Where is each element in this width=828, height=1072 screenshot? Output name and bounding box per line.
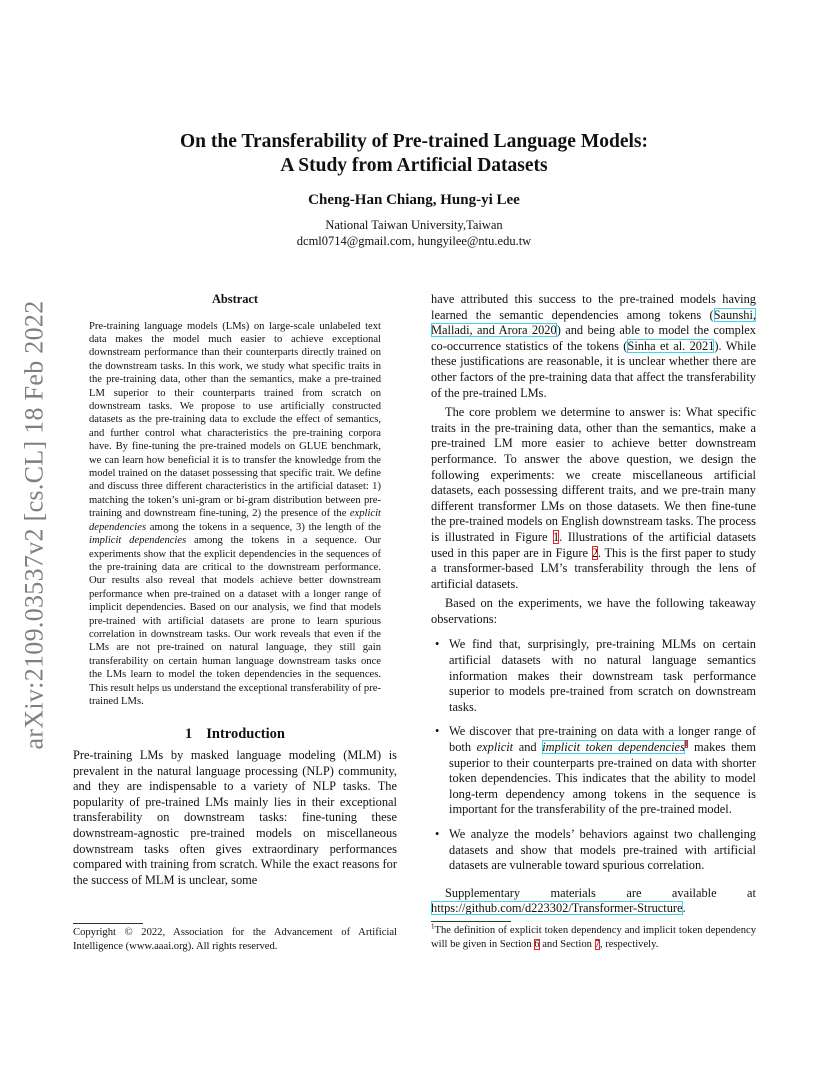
citation-saunshi[interactable]: Saunshi, Malladi, and Arora 2020 (431, 307, 756, 338)
right-column (431, 292, 756, 917)
takeaway-list (431, 637, 756, 873)
intro-paragraph-3: The core problem we determine to answer is: What specific traits in the pre-training data, other than the semantics, make a pre-trained LM more easier to achieve better downstream performance. To answer the above question, we design the following experiments: we create miscellaneous artificial datasets, each possessing different traits, and we pre-train many different transformer LMs on those datasets. We then fine-tune the pre-trained models on English downstream tasks. The process is illustrated in Figure 1. Illustrations of the artificial datasets used in this paper are in Figure 2. This is the first paper to study a transformer-based LM’s transferability through the lens of artificial datasets. (431, 405, 756, 591)
footnote-1: $^1$The definition of explicit token dependency and implicit token dependency will be given in Section 6 and Section 7, respectively. (431, 922, 756, 950)
figure-1-link[interactable]: 1 (553, 529, 560, 544)
citation-sinha[interactable]: Sinha et al. 2021 (627, 338, 715, 353)
section-7-link[interactable]: 7 (594, 938, 600, 950)
supplementary-note: Supplementary materials are available at https://github.com/d223302/Transformer-Structure. (431, 885, 756, 916)
takeaway-item-3: • We analyze the models’ behaviors against two challenging datasets and show that models pre-trained with artificial datasets are vulnerable toward spurious correlation. (431, 827, 756, 874)
left-column (73, 292, 397, 888)
affiliation: National Taiwan University,Taiwan (325, 218, 503, 232)
intro-paragraph-2: have attributed this success to the pre-trained models having learned the semantic dependencies among tokens (Saunshi, Malladi, and Arora 2020) and being able to model the complex co-occurrence statistics of the tokens (Sinha et al. 2021). While these justifications are reasonable, it is unclear whether there are other factors of the pre-training data that affect the transferability of the pre-trained LMs. (431, 292, 757, 400)
figure-2-link[interactable]: 2 (591, 545, 598, 560)
arxiv-identifier (22, 290, 48, 760)
copyright-rule (73, 923, 143, 924)
footnote-1-link[interactable]: 1 (684, 739, 689, 748)
takeaway-item-1: • We find that, surprisingly, pre-training MLMs on certain artificial datasets with no natural language semantics information makes their downstream task performance superior to models pre-trained from scratch on downstream tasks. (431, 637, 756, 715)
arxiv-identifier-text: arXiv:2109.03537v2 [cs.CL] 18 Feb 2022 (20, 300, 49, 750)
footnote-rule (431, 921, 511, 922)
emails: dcml0714@gmail.com, hungyilee@ntu.edu.tw (296, 234, 532, 248)
github-link[interactable]: https://github.com/d223302/Transformer-Structure (431, 901, 683, 916)
paper-title (0, 130, 828, 178)
abstract-heading: Abstract (211, 292, 259, 306)
intro-paragraph-1: Pre-training LMs by masked language modeling (MLM) is prevalent in the natural language processing (NLP) community, and they are indispensable to a variety of NLP tasks. The popularity of pre-trained LMs mainly lies in their exceptional transferability on downstream tasks: fine-tuning these downstream-agnostic pre-trained models on miscellaneous downstream tasks often gives extraordinary performances compared with training from scratch. While the exact reasons for the success of MLM is unclear, some (73, 747, 397, 887)
title-line-1: On the Transferability of Pre-trained Language Models: (180, 131, 648, 152)
title-line-2: A Study from Artificial Datasets (280, 155, 548, 176)
abstract-text: Pre-training language models (LMs) on large-scale unlabeled text data makes the model much easier to achieve exceptional downstream performance than their counterparts directly trained on the downstream tasks. In this work, we study what specific traits in the pre-training data, other than the semantics, make a pre-trained LM superior to their counterparts trained from scratch on downstream tasks. We propose to use artificially constructed datasets as the pre-training data to exclude the effect of semantics, and further control what characteristics the pre-training corpora have. By fine-tuning the pre-trained models on GLUE benchmark, we can learn how beneficial it is to transfer the knowledge from the model trained on the dataset possessing that specific trait. We define and discuss three different characteristics in the artificial dataset: 1) matching the token’s uni-gram or bi-gram distribution between pre-training and downstream fine-tuning, 2) the presence of the explicit dependencies among the tokens in a sequence, 3) the length of the implicit dependencies among the tokens in a sequence. Our experiments show that the explicit dependencies in the sequences of the pre-training data are critical to the downstream performance. Our results also reveal that models achieve better downstream performance when pre-trained on a dataset with a longer range of implicit dependencies. Based on our analysis, we find that models pre-trained with artificial datasets are prone to learn spurious correlation in downstream tasks. Our work reveals that even if the LMs are not pre-trained on natural language, they still gain transferability on certain human language downstream tasks once the LMs learn to model the token dependencies in the sequences. This result helps us understand the exceptional transferability of pre-trained LMs. (89, 320, 381, 707)
authors: Cheng-Han Chiang, Hung-yi Lee (308, 192, 520, 208)
section-heading-introduction: 1 Introduction (185, 726, 285, 743)
section-6-link[interactable]: 6 (534, 938, 540, 950)
affiliation-block (0, 217, 828, 249)
intro-paragraph-4: Based on the experiments, we have the following takeaway observations: (431, 596, 756, 626)
copyright-notice: Copyright © 2022, Association for the Advancement of Artificial Intelligence (www.aaai.org). All rights reserved. (73, 927, 397, 952)
takeaway-item-2: • We discover that pre-training on data with a longer range of both explicit and implicit token dependencies$^1$ makes them superior to their counterparts pre-trained on data with shorter token dependencies. This indicates that the ability to model long-term dependency among tokens in the sequence is important for the transferability of the pre-trained model. (431, 724, 756, 818)
